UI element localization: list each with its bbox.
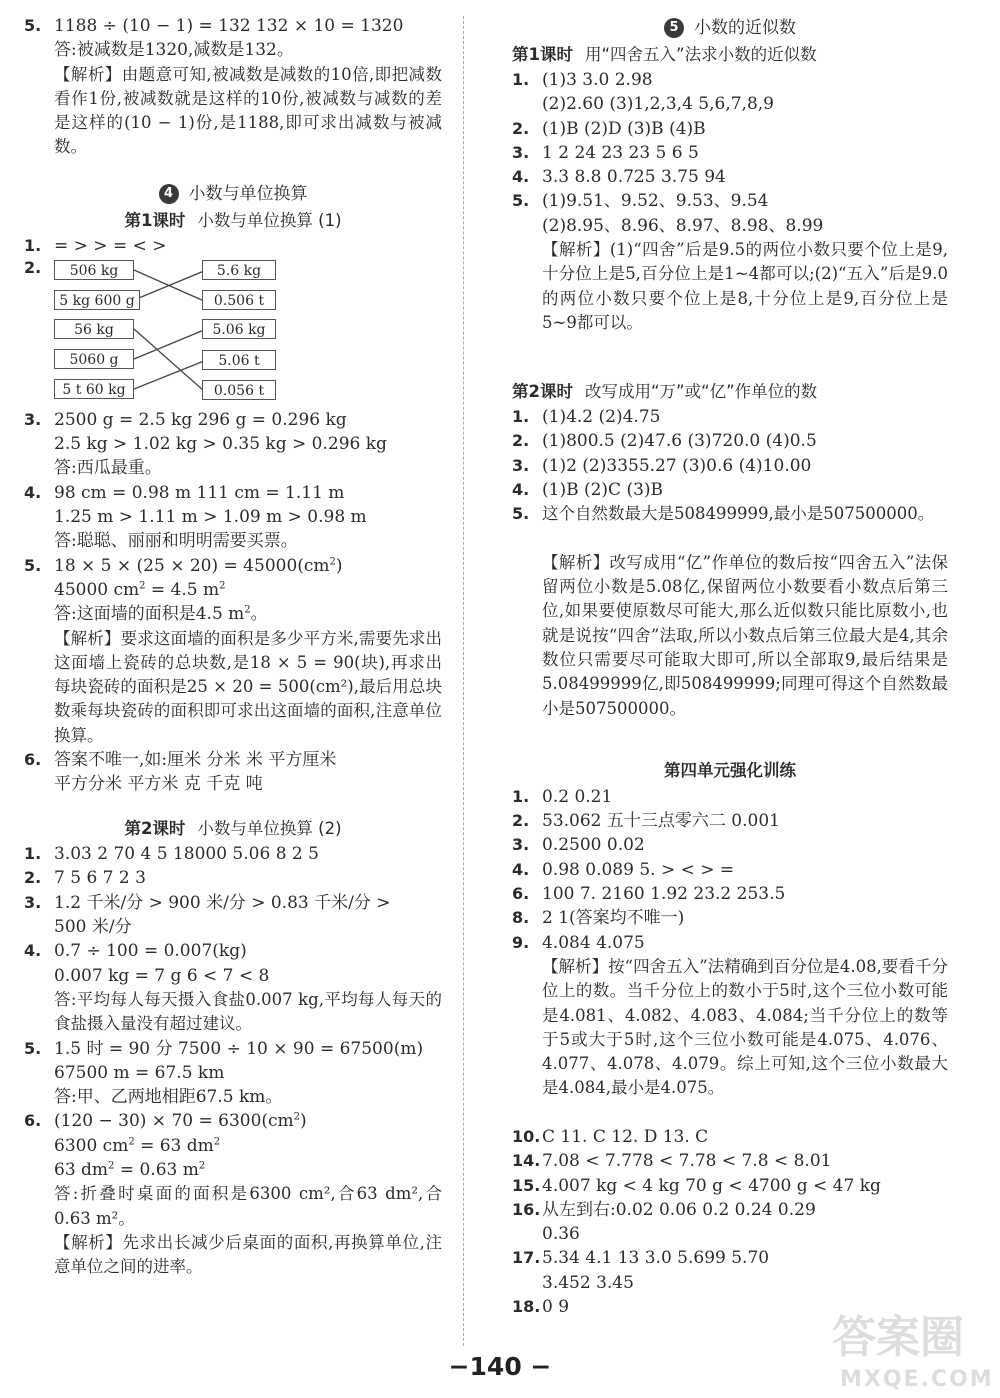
match-right-box: 5.06 t: [202, 350, 276, 370]
match-left-box: 5 t 60 kg: [54, 379, 134, 399]
u4l2-q6-line: 6. $(120 - 30) \times 70 = 6300(cm^2)$: [24, 1111, 307, 1132]
u4l2-q2: 2. 7 5 6 7 2 3: [24, 868, 146, 889]
u5l2-q1: 1. (1)4.2 (2)4.75: [512, 407, 661, 428]
u5l1-q3: 3. 1 2 24 23 23 5 6 5: [512, 142, 699, 163]
u4l1-q4-line: 1.25 m > 1.11 m > 1.09 m > 0.98 m: [54, 507, 367, 528]
review-q15: 15. 4.007 kg < 4 kg 70 g < 4700 g < 47 kg: [512, 1175, 881, 1196]
review-q10: 10. C 11. C 12. D 13. C: [512, 1126, 709, 1147]
review-q16-line: 0.36: [542, 1224, 580, 1245]
match-right-box: 5.6 kg: [202, 260, 276, 280]
u5l2-q2: 2. (1)800.5 (2)47.6 (3)720.0 (4)0.5: [512, 431, 817, 452]
u4l2-q4-line: 0.007 kg = 7 g 6 < 7 < 8: [54, 965, 270, 986]
u4l1-q3-line: 答:西瓜最重。: [54, 458, 162, 479]
u4l1-q5-analysis: 【解析】要求这面墙的面积是多少平方米,需要先求出这面墙上瓷砖的总块数,是18 × 5 = 90(块),再求出每块瓷砖的面积是25 × 20 = 500(cm²),最后用总块数乘每块瓷砖的面积即可求出这面墙的面积,注意单位换算。: [54, 628, 442, 745]
u4l1-q4-line: 4. 98 cm = 0.98 m 111 cm = 1.11 m: [24, 482, 345, 503]
review-item: 3. 0.2500 0.02: [512, 835, 645, 856]
match-left-box: 5 kg 600 g: [54, 290, 140, 310]
u5l1-q4: 4. 3.3 8.8 0.725 3.75 94: [512, 167, 726, 188]
u4l2-q4-line: 4. 0.7 ÷ 100 = 0.007(kg): [24, 941, 247, 962]
right-column: [512, 14, 948, 1319]
u4l1-q5-line: 45000 $cm^2 = 4.5$ $m^2$: [54, 579, 226, 600]
u5l1-q2: 2. (1)B (2)D (3)B (4)B: [512, 118, 706, 139]
u4l2-q1: 1. 3.03 2 70 4 5 18000 5.06 8 2 5: [24, 844, 319, 865]
page-number: −140 −: [448, 1352, 552, 1381]
u4l1-q6-line: 平方分米 平方米 克 千克 吨: [54, 773, 263, 794]
u5l2-q4: 4. (1)B (2)C (3)B: [512, 479, 664, 500]
u5l1-q1-line: (2)2.60 (3)1,2,3,4 5,6,7,8,9: [542, 94, 774, 115]
match-right-box: 5.06 kg: [202, 319, 276, 339]
column-divider: [463, 16, 464, 1346]
u4l2-q5-line: 67500 m = 67.5 km: [54, 1062, 225, 1083]
review-item: 8. 2 1(答案均不唯一): [512, 908, 685, 929]
u5l1-q5-line: 5. (1)9.51、9.52、9.53、9.54: [512, 191, 769, 212]
u4l1-q6-line: 6. 答案不唯一,如:厘米 分米 米 平方厘米: [24, 749, 337, 770]
u5l2-q5: 5. 这个自然数最大是508499999,最小是507500000。: [512, 504, 935, 524]
u4l2-q3-line: 500 米/分: [54, 917, 132, 938]
u4l2-q3-line: 3. 1.2 千米/分 > 900 米/分 > 0.83 千米/分 >: [24, 892, 391, 913]
u4l1-q5-line: 5. $18 \times 5 \times (25 \times 20) = 45000(cm^2)$: [24, 555, 343, 576]
review-q17-line: 3.452 3.45: [542, 1272, 634, 1293]
watermark-logo: [826, 1300, 996, 1392]
review-q18: 18. 0 9: [512, 1297, 570, 1318]
prev-q5-analysis: 【解析】由题意可知,被减数是减数的10倍,即把减数看作1份,被减数就是这样的10份,被减数与减数的差是这样的(10 − 1)份,是1188,即可求出减数与被减数。: [54, 64, 442, 157]
review-item: 9. 4.084 4.075: [512, 932, 645, 953]
u4l1-q3-line: 3. 2500 g = 2.5 kg 296 g = 0.296 kg: [24, 409, 347, 430]
watermark-text: 答案圈: [832, 1312, 964, 1363]
match-left-box: 56 kg: [54, 319, 134, 339]
unit5-heading: 5 小数的近似数: [512, 14, 948, 42]
unit5-badge: 5: [664, 18, 684, 38]
u4l1-q3-line: 2.5 kg > 1.02 kg > 0.35 kg > 0.296 kg: [54, 434, 387, 455]
u5l2-q5-analysis: 【解析】改写成用“亿”作单位的数后按“四舍五入”法保留两位小数是5.08亿,保留两位小数要看小数点后第三位,如果要使原数尽可能大,那么近似数只能比原数小,也就是说按“四舍”法取,所以小数点后第三位最大是4,其余数位只需要尽可能取大即可,所以全部取9,最后结果是5.08499999亿,即508499999;同理可得这个自然数最小是507500000。: [542, 552, 948, 718]
match-right-box: 0.056 t: [202, 380, 276, 400]
left-column: [24, 14, 442, 1280]
review-item: 4. 0.98 0.089 5. > < > =: [512, 859, 735, 880]
u4l1-q4-line: 答:聪聪、丽丽和明明需要买票。: [54, 531, 298, 552]
match-left-box: 5060 g: [54, 349, 134, 369]
u4l2-q5-line: 答:甲、乙两地相距67.5 km。: [54, 1087, 283, 1108]
review-q16-line: 16. 从左到右:0.02 0.06 0.2 0.24 0.29: [512, 1199, 816, 1220]
u5l1-q5-line: (2)8.95、8.96、8.97、8.98、8.99: [542, 215, 824, 236]
u4l1-q5-line: 答:这面墙的面积是4.5 $m^2$。: [54, 604, 268, 625]
prev-q5-calc: 5. 1188 ÷ (10 − 1) = 132 132 × 10 = 1320: [24, 16, 404, 36]
u5l1-q5-analysis: 【解析】(1)“四舍”后是9.5的两位小数只要个位上是9,十分位上是5,百分位上是1~4都可以;(2)“五入”后是9.0的两位小数只要个位上是8,十分位上是9,百分位上是5~9都可以。: [542, 240, 948, 332]
watermark-url: MXQE.COM: [840, 1367, 994, 1392]
review-heading: 第四单元强化训练: [664, 760, 796, 780]
u4l2-q6-analysis: 【解析】先求出长减少后桌面的面积,再换算单位,注意单位之间的进率。: [54, 1232, 442, 1277]
u4l2-q6-line: 63 $dm^2 = 0.63$ $m^2$: [54, 1160, 206, 1181]
unit4-lesson1-heading: 第1课时 小数与单位换算 (1): [124, 210, 342, 230]
review-item: 6. 100 7. 2160 1.92 23.2 253.5: [512, 884, 786, 905]
unit4-badge: 4: [159, 184, 179, 204]
u4l2-q5-line: 5. 1.5 时 = 90 分 7500 ÷ 10 × 90 = 67500(m): [24, 1038, 424, 1059]
prev-q5-answer: 答:被减数是1320,减数是132。: [54, 40, 294, 61]
unit4-heading: 4 小数与单位换算: [24, 180, 442, 208]
u4l2-q6-line: 6300 $cm^2 = 63$ $dm^2$: [54, 1135, 221, 1156]
u4l2-q6-answer: 答:折叠时桌面的面积是6300 cm²,合63 dm²,合0.63 m²。: [54, 1184, 442, 1228]
review-q17-line: 17. 5.34 4.1 13 3.0 5.699 5.70: [512, 1248, 770, 1269]
match-left-box: 506 kg: [54, 260, 134, 280]
unit4-lesson2-heading: 第2课时 小数与单位换算 (2): [124, 819, 342, 839]
review-q14: 14. 7.08 < 7.778 < 7.78 < 7.8 < 8.01: [512, 1151, 832, 1172]
u4l1-q1: 1. = > > = < >: [24, 235, 167, 256]
review-item: 2. 53.062 五十三点零六二 0.001: [512, 811, 780, 832]
review-q9-analysis: 【解析】按“四舍五入”法精确到百分位是4.08,要看千分位上的数。当千分位上的数小于5时,这个三位小数可能是4.081、4.082、4.083、4.084;当千分位上的数等于5或大于5时,这个三位小数可能是4.075、4.076、4.077、4.078、4.079。综上可知,这个三位小数最大是4.084,最小是4.075。: [542, 956, 948, 1098]
u5l2-q3: 3. (1)2 (2)3355.27 (3)0.6 (4)10.00: [512, 455, 812, 476]
unit5-lesson1-heading: 第1课时 用“四舍五入”法求小数的近似数: [512, 45, 817, 64]
unit5-lesson2-heading: 第2课时 改写成用“万”或“亿”作单位的数: [512, 382, 818, 402]
u4l1-q2-matching: 2. 506 kg 5 kg 600 g 56 kg 5060 g 5 t 60 kg 5.6 kg 0.506 t 5.06 kg 5.06 t 0.056 t: [24, 258, 442, 408]
u5l1-q1-line: 1. (1)3 3.0 2.98: [512, 70, 653, 90]
match-right-box: 0.506 t: [202, 290, 276, 310]
review-item: 1. 0.2 0.21: [512, 786, 613, 807]
u4l2-q4-answer: 答:平均每人每天摄入食盐0.007 kg,平均每人每天的食盐摄入量没有超过建议。: [54, 989, 442, 1034]
